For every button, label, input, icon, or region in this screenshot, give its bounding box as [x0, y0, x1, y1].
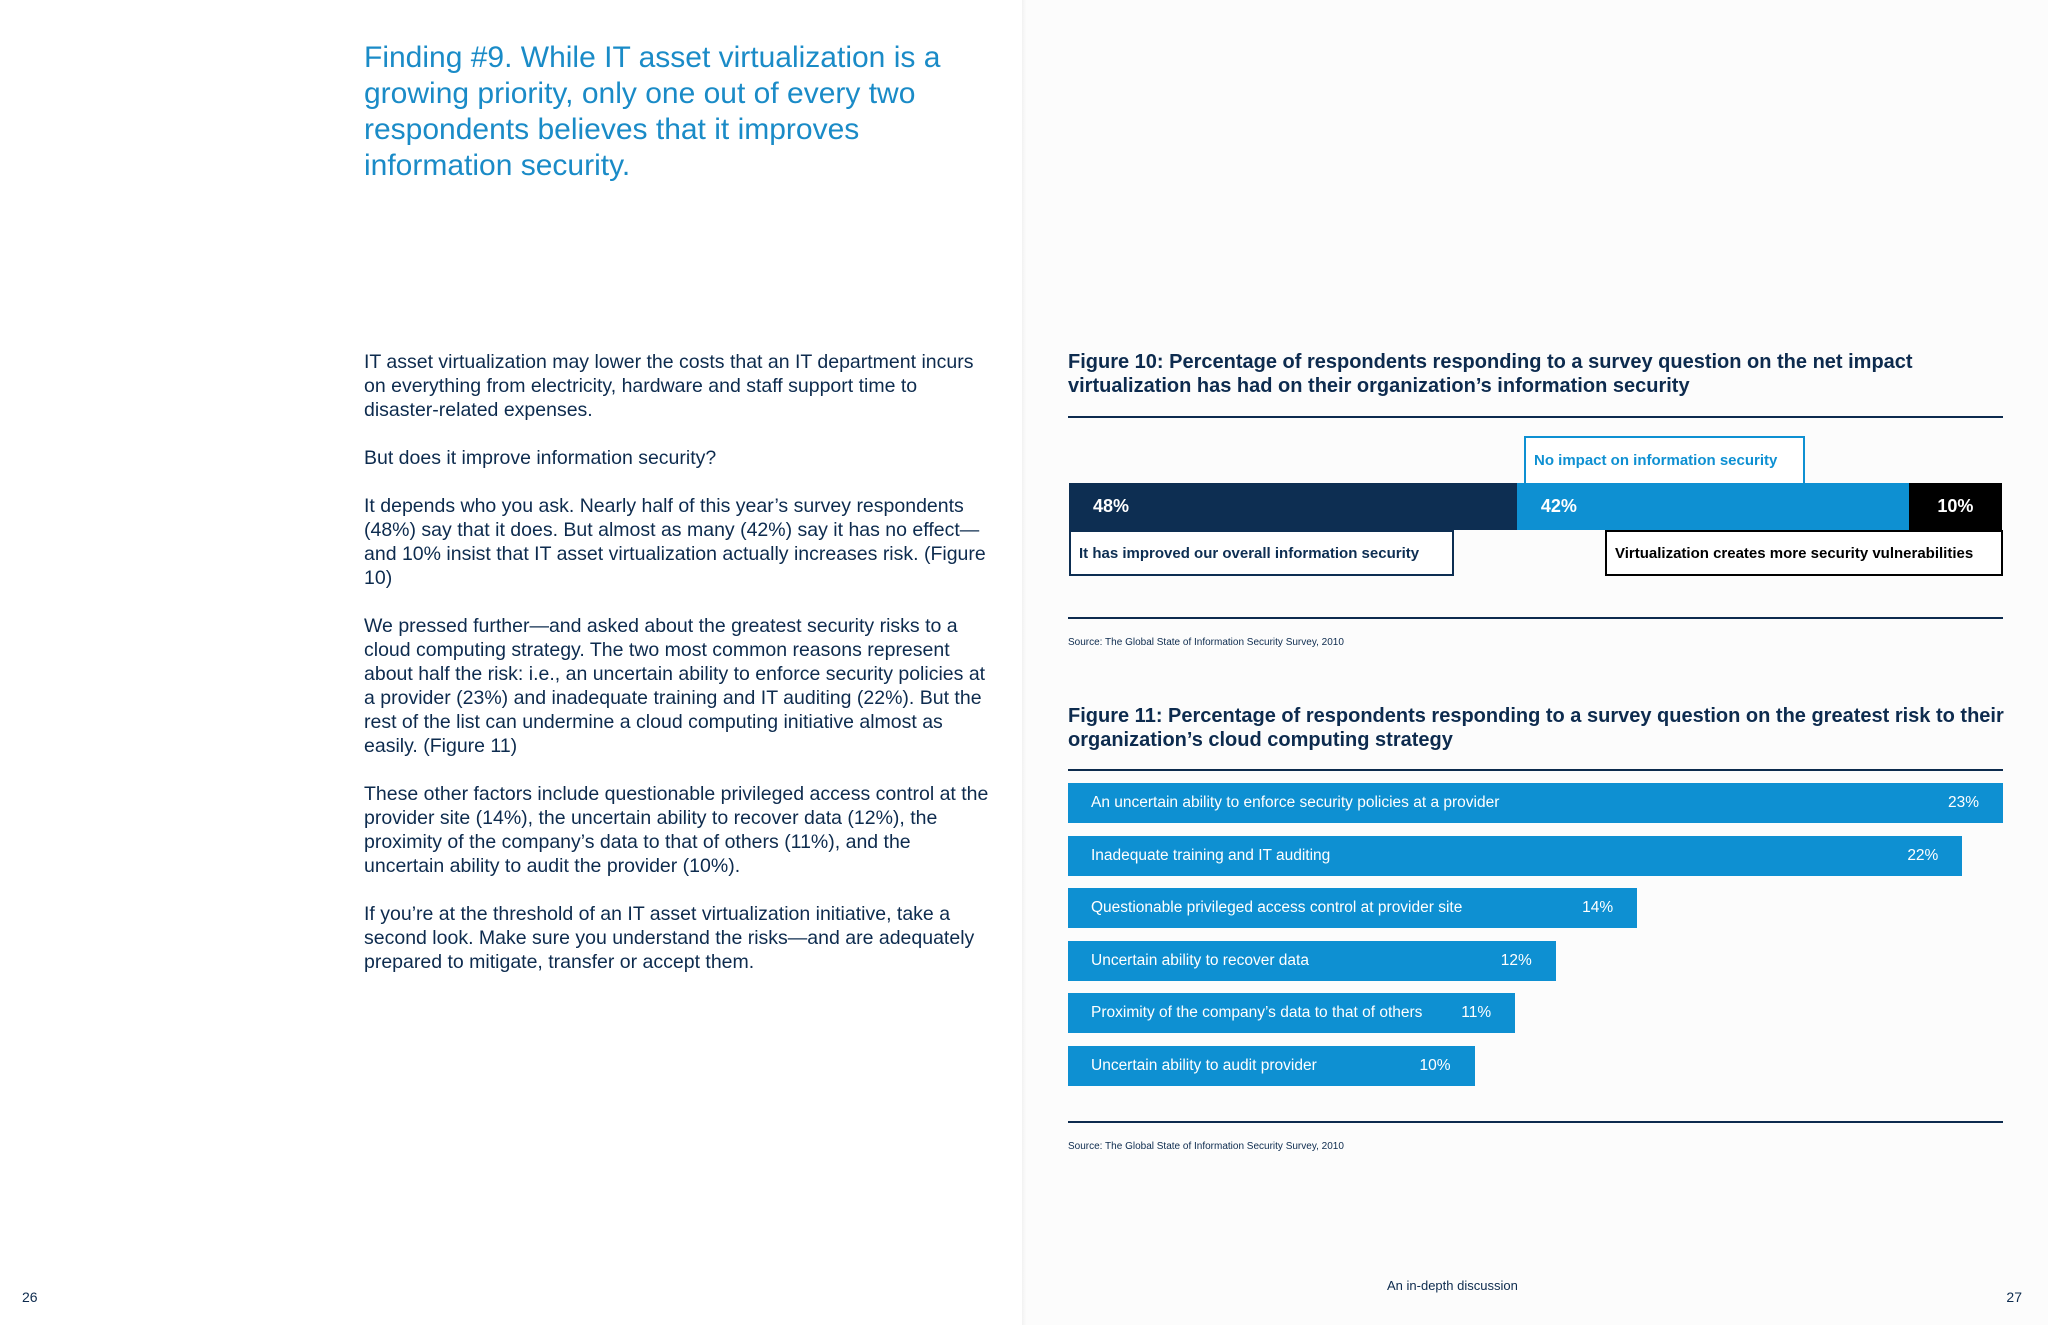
stacked-bar-segment-no-impact — [1517, 483, 1909, 530]
risk-bar — [1068, 783, 2003, 823]
bar-value-label: 12% — [1500, 951, 1532, 969]
figure-10-source: Source: The Global State of Information Security Survey, 2010 — [1068, 637, 1344, 648]
body-paragraph: These other factors include questionable privileged access control at the provider site (14%), the uncertain ability to recover data (12%), the proximity of the company’s data to that of others (11%), and the uncertain ability to audit the provider (10%). — [364, 783, 989, 877]
category-label-improved: It has improved our overall information security — [1069, 530, 1454, 576]
figure-11-top-rule — [1068, 769, 2003, 771]
figure-10-title: Figure 10: Percentage of respondents responding to a survey question on the net impact virtualization has had on their organization’s information security — [1068, 351, 1913, 397]
figure-10-bottom-rule — [1068, 617, 2003, 619]
page-spine — [1022, 0, 1026, 1325]
bar-value-label: 11% — [1461, 1004, 1492, 1022]
running-head: An in-depth discussion — [1387, 1278, 1518, 1293]
risk-bar — [1068, 836, 1962, 876]
page-number-left: 26 — [22, 1289, 38, 1305]
stacked-bar-segment-vulnerabilities — [1909, 483, 2002, 530]
bar-category-label: Questionable privileged access control at provider site — [1091, 899, 1463, 917]
bar-category-label: Proximity of the company’s data to that of others — [1091, 1004, 1423, 1022]
bar-category-label: Uncertain ability to recover data — [1091, 951, 1309, 969]
segment-value-label: 48% — [1093, 496, 1130, 516]
risk-bar — [1068, 1046, 1475, 1086]
risk-bar — [1068, 993, 1515, 1033]
figure-11-source: Source: The Global State of Information Security Survey, 2010 — [1068, 1141, 1344, 1152]
bar-category-label: Uncertain ability to audit provider — [1091, 1057, 1317, 1074]
bar-value-label: 23% — [1947, 794, 1979, 811]
figure-11-bottom-rule — [1068, 1121, 2003, 1123]
figure-10-top-rule — [1068, 416, 2003, 418]
body-paragraph: IT asset virtualization may lower the costs that an IT department incurs on everything from electricity, hardware and staff support time to disaster-related expenses. — [364, 351, 974, 421]
body-text — [364, 350, 989, 998]
stacked-bar-segment-improved — [1069, 483, 1517, 530]
segment-value-label: 10% — [1937, 496, 1974, 516]
risk-bar — [1068, 941, 1556, 981]
bar-category-label: Inadequate training and IT auditing — [1091, 846, 1331, 864]
body-paragraph: We pressed further—and asked about the greatest security risks to a cloud computing strategy. The two most common reasons represent about half the risk: i.e., an uncertain ability to enforce security policies at a provider (23%) and inadequate training and IT auditing (22%). But the rest of the list can undermine a cloud computing initiative almost as easily. (Figure 11) — [364, 615, 986, 757]
bar-value-label: 22% — [1907, 846, 1939, 864]
figure-11-title: Figure 11: Percentage of respondents responding to a survey question on the greatest risk to their organization’s cloud computing strategy — [1068, 705, 2004, 751]
page-number-right: 27 — [2006, 1289, 2022, 1305]
body-paragraph: It depends who you ask. Nearly half of this year’s survey respondents (48%) say that it does. But almost as many (42%) say it has no effect—and 10% insist that IT asset virtualization actually increases risk. (Figure 10) — [364, 495, 986, 589]
bar-category-label: An uncertain ability to enforce security policies at a provider — [1091, 794, 1500, 811]
right-page — [1024, 0, 2048, 1325]
body-paragraph: But does it improve information security? — [364, 447, 717, 469]
finding-title: Finding #9. While IT asset virtualization is a growing priority, only one out of every two respondents believes that it improves information security. — [364, 41, 941, 182]
bar-value-label: 14% — [1582, 899, 1614, 917]
category-label-no-impact: No impact on information security — [1524, 436, 1805, 483]
body-paragraph: If you’re at the threshold of an IT asset virtualization initiative, take a second look. Make sure you understand the risks—and are adequately prepared to mitigate, transfer or accept them. — [364, 903, 975, 973]
bar-value-label: 10% — [1419, 1057, 1451, 1074]
risk-bar — [1068, 888, 1637, 928]
category-label-vulnerabilities: Virtualization creates more security vulnerabilities — [1605, 530, 2003, 576]
segment-value-label: 42% — [1540, 496, 1577, 516]
